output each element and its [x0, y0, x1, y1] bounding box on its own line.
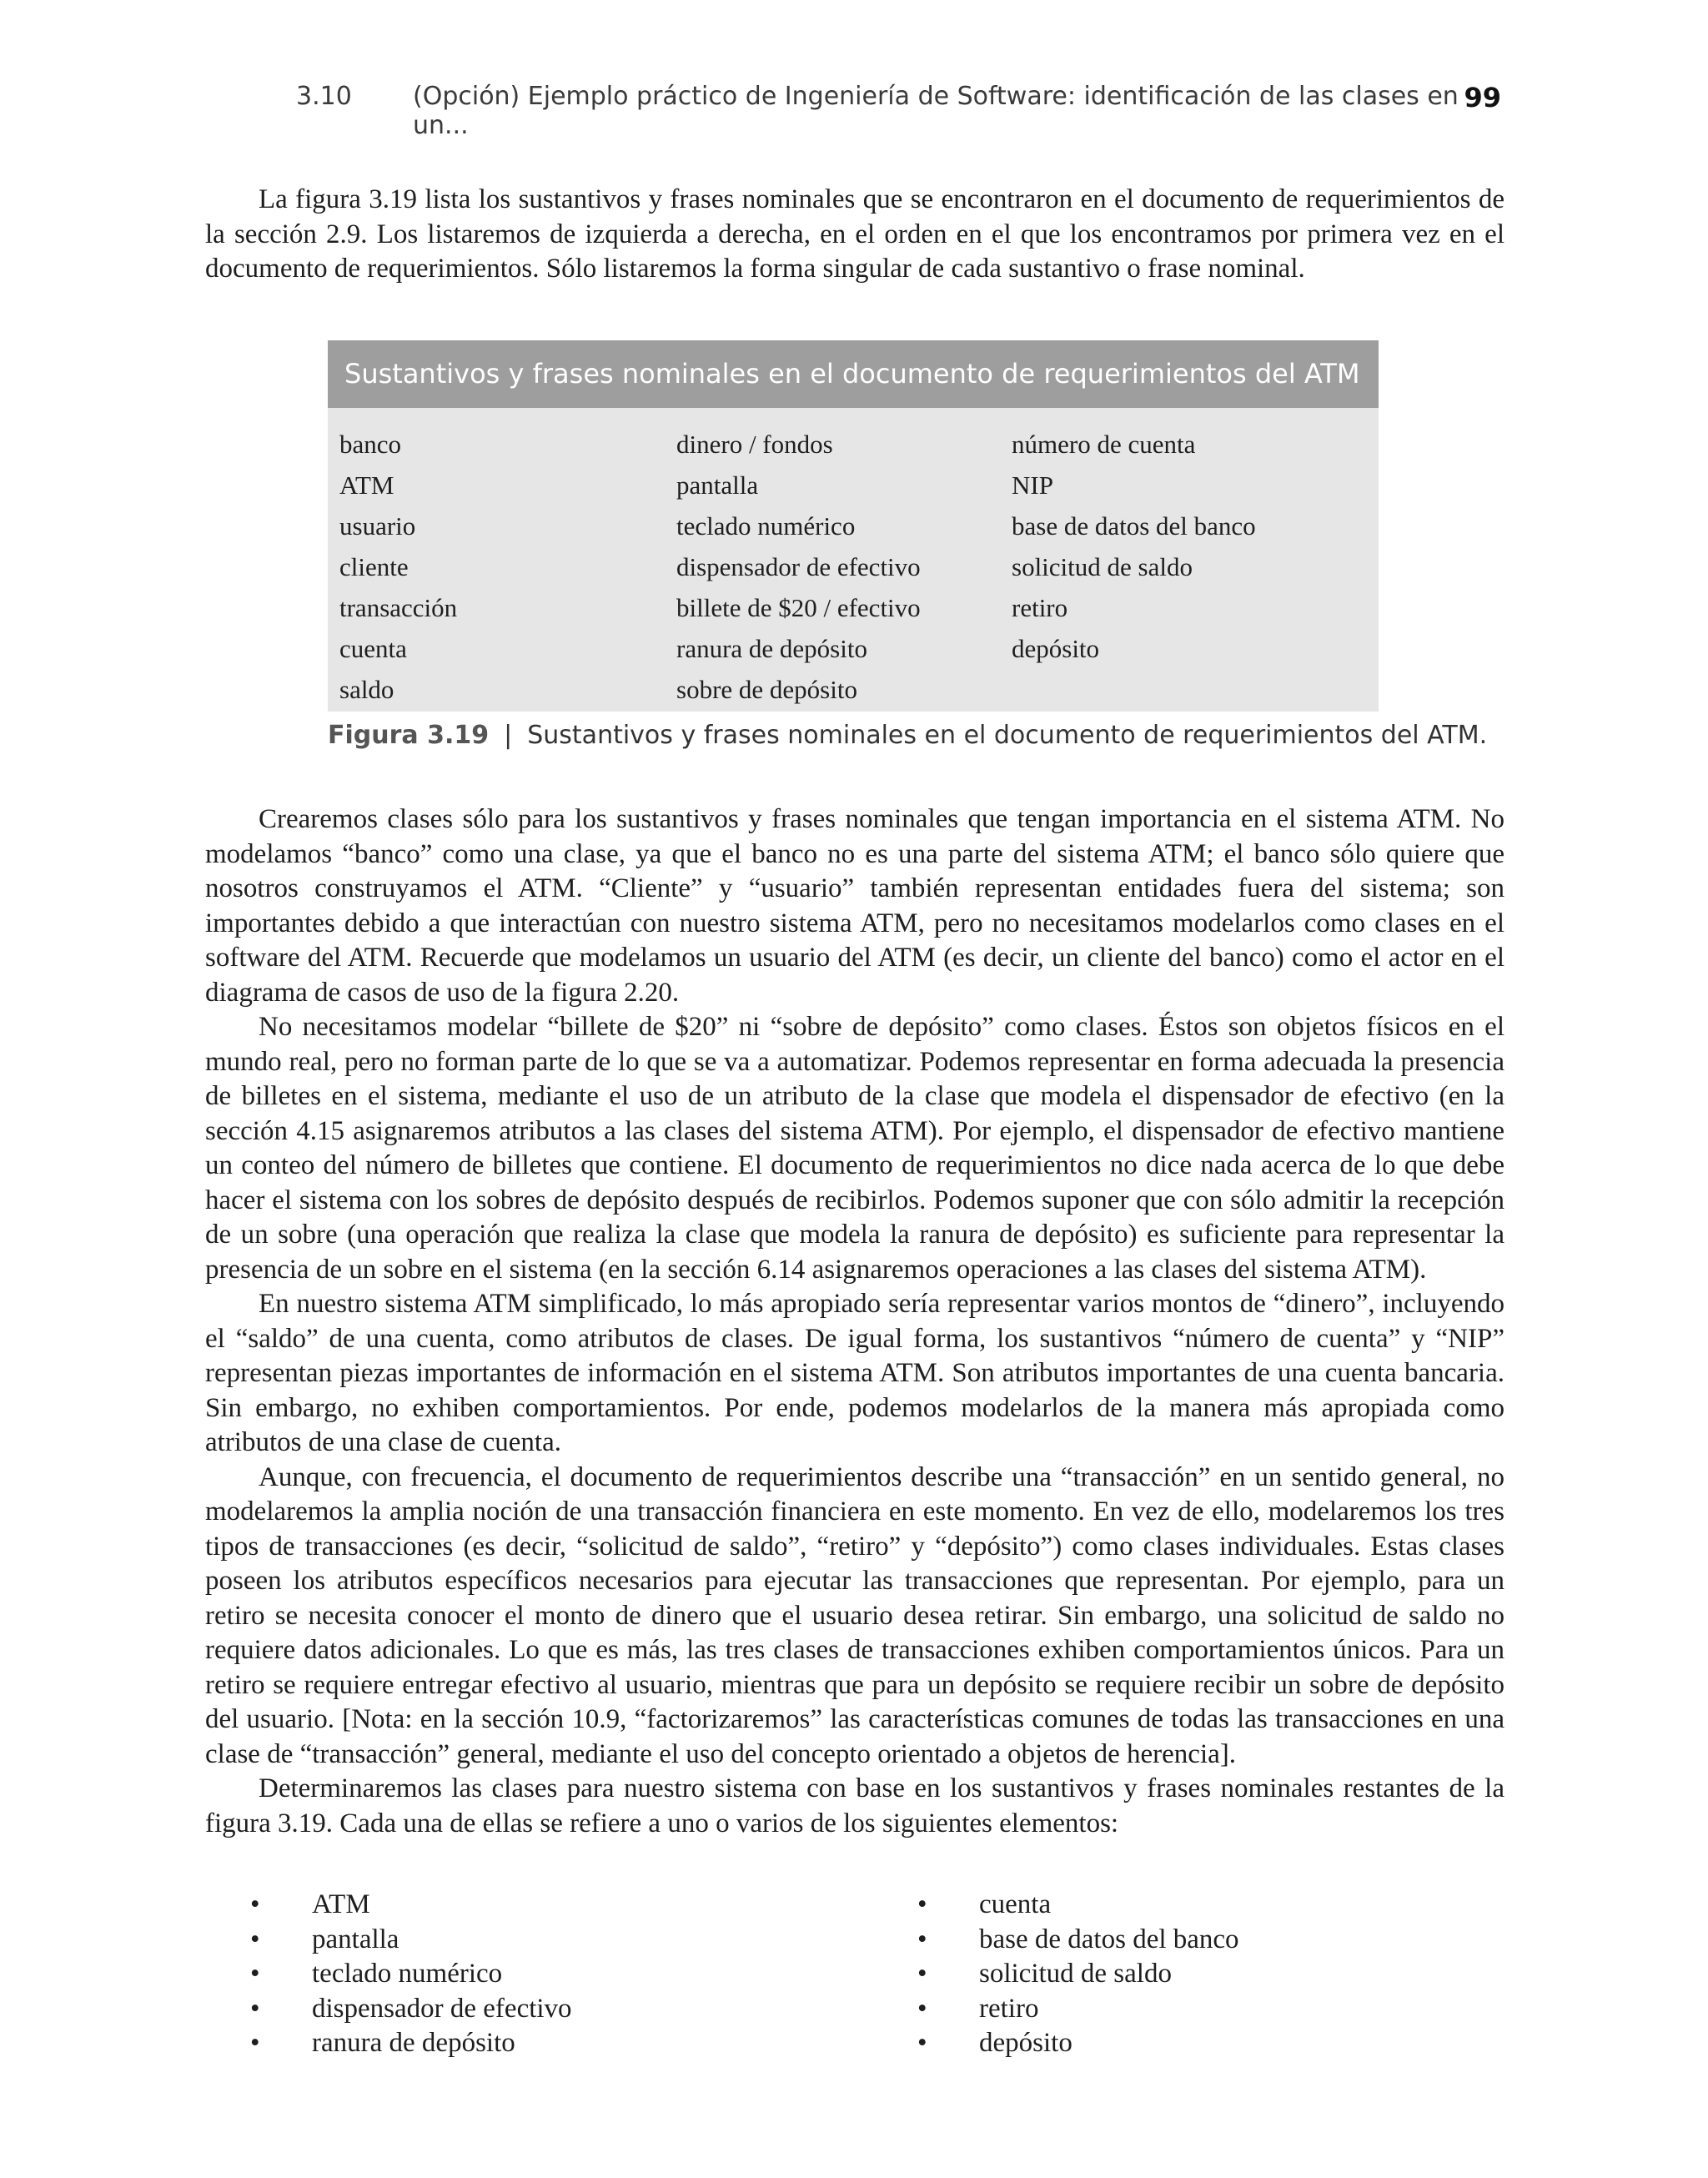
table-cell: sobre de depósito [676, 675, 857, 704]
table-cell: transacción [339, 593, 458, 622]
bullet: • [917, 1889, 927, 1919]
list-item: • base de datos del banco [917, 1923, 1239, 1958]
body-paragraph: Crearemos clases sólo para los sustantivos y frases nominales que tengan importancia en el sistema ATM. No modelamos “banco” como una clase, ya que el banco no es una parte del sistema ATM; el banco sólo quiere que nosotros construyamos el ATM. “Cliente” y “usuario” también representan entidades fuera del sistema; son importantes debido a que interactúan con nuestro sistema ATM, pero no necesitamos modelarlos como clases en el software del ATM. Recuerde que modelamos un usuario del ATM (es decir, un cliente del banco) como el actor en el diagrama de casos de uso de la figura 2.20. [205, 804, 1505, 1008]
list-item: • teclado numérico [250, 1957, 572, 1992]
bullet: • [917, 1959, 927, 1989]
list-item: • cuenta [917, 1888, 1239, 1923]
list-item: • depósito [917, 2026, 1239, 2061]
table-cell: saldo [339, 675, 394, 704]
table-cell: cliente [339, 552, 409, 581]
table-cell: base de datos del banco [1012, 511, 1256, 541]
table-cell: banco [339, 430, 402, 459]
table-column-1 [339, 424, 457, 710]
table-cell: NIP [1012, 470, 1053, 500]
list-item: • pantalla [250, 1923, 572, 1958]
body-paragraph: En nuestro sistema ATM simplificado, lo más apropiado sería representar varios montos de “dinero”, incluyendo el “saldo” de una cuenta, como atributos de clases. De igual forma, los sustantivos “número de cuenta” y “NIP” representan piezas importantes de información en el sistema ATM. Son atributos importantes de una cuenta bancaria. Sin embargo, no exhiben comportamientos. Por ende, podemos modelarlos de la manera más apropiada como atributos de una clase de cuenta. [205, 1289, 1505, 1457]
bullet: • [250, 1889, 260, 1919]
table-cell: retiro [1012, 593, 1068, 622]
running-header [296, 82, 1505, 140]
bullet: • [917, 1993, 927, 2024]
bullet: • [917, 1924, 927, 1954]
body-text [205, 802, 1505, 1841]
class-list-right [917, 1888, 1239, 2061]
figure-caption-text: Sustantivos y frases nominales en el documento de requerimientos del ATM. [527, 721, 1488, 750]
bullet: • [250, 1993, 260, 2024]
list-item: • solicitud de saldo [917, 1957, 1239, 1992]
bullet: • [250, 1924, 260, 1954]
table-cell: ATM [339, 470, 394, 500]
page-number: 99 [1464, 82, 1501, 113]
list-item: • retiro [917, 1992, 1239, 2027]
bullet: • [250, 1959, 260, 1989]
figure-caption [328, 721, 1487, 762]
table-cell: solicitud de saldo [1012, 552, 1193, 581]
table-cell: cuenta [339, 634, 407, 663]
table-cell: billete de $20 / efectivo [676, 593, 921, 622]
table-cell: depósito [1012, 634, 1100, 663]
caption-separator: | [504, 721, 513, 750]
bullet: • [250, 2028, 260, 2058]
table-cell: ranura de depósito [676, 634, 867, 663]
figure-table-title: Sustantivos y frases nominales en el documento de requerimientos del ATM [328, 340, 1379, 408]
table-cell: dinero / fondos [676, 430, 833, 459]
figure-table [328, 340, 1379, 712]
table-column-3 [1012, 424, 1256, 669]
header-section-number: 3.10 [296, 82, 352, 111]
table-cell: teclado numérico [676, 511, 856, 541]
table-cell: dispensador de efectivo [676, 552, 921, 581]
list-item: • ATM [250, 1888, 572, 1923]
intro-paragraph: La figura 3.19 lista los sustantivos y frases nominales que se encontraron en el documento de requerimientos de la sección 2.9. Los listaremos de izquierda a derecha, en el orden en el que los encontramos por primera vez en el documento de requerimientos. Sólo listaremos la forma singular de cada sustantivo o frase nominal. [205, 184, 1505, 284]
table-cell: número de cuenta [1012, 430, 1196, 459]
figure-caption-label: Figura 3.19 [328, 721, 490, 750]
body-paragraph: Determinaremos las clases para nuestro sistema con base en los sustantivos y frases nominales restantes de la figura 3.19. Cada una de ellas se refiere a uno o varios de los siguientes elementos: [205, 1773, 1505, 1838]
table-cell: usuario [339, 511, 416, 541]
body-paragraph: No necesitamos modelar “billete de $20” ni “sobre de depósito” como clases. Éstos son objetos físicos en el mundo real, pero no forman parte de lo que se va a automatizar. Podemos representar en forma adecuada la presencia de billetes en el sistema, mediante el uso de un atributo de la clase que modela el dispensador de efectivo (en la sección 4.15 asignaremos atributos a las clases del sistema ATM). Por ejemplo, el dispensador de efectivo mantiene un conteo del número de billetes que contiene. El documento de requerimientos no dice nada acerca de lo que debe hacer el sistema con los sobres de depósito después de recibirlos. Podemos suponer que con sólo admitir la recepción de un sobre (una operación que realiza la clase que modela la ranura de depósito) es suficiente para representar la presencia de un sobre en el sistema (en la sección 6.14 asignaremos operaciones a las clases del sistema ATM). [205, 1012, 1505, 1285]
list-item: • dispensador de efectivo [250, 1992, 572, 2027]
bullet: • [917, 2028, 927, 2058]
header-title: (Opción) Ejemplo práctico de Ingeniería de Software: identificación de las clases en un... [413, 82, 1459, 140]
body-paragraph: Aunque, con frecuencia, el documento de requerimientos describe una “transacción” en un sentido general, no modelaremos la amplia noción de una transacción financiera en este momento. En vez de ello, modelaremos los tres tipos de transacciones (es decir, “solicitud de saldo”, “retiro” y “depósito”) como clases individuales. Estas clases poseen los atributos específicos necesarios para ejecutar las transacciones que representan. Por ejemplo, para un retiro se necesita conocer el monto de dinero que el usuario desea retirar. Sin embargo, una solicitud de saldo no requiere datos adicionales. Lo que es más, las tres clases de transacciones exhiben comportamientos únicos. Para un retiro se requiere entregar efectivo al usuario, mientras que para un depósito se requiere recibir un sobre de depósito del usuario. [Nota: en la sección 10.9, “factorizaremos” las características comunes de todas las transacciones en una clase de “transacción” general, mediante el uso del concepto orientado a objetos de herencia]. [205, 1461, 1505, 1769]
table-cell: pantalla [676, 470, 759, 500]
table-column-2 [676, 424, 921, 710]
list-item: • ranura de depósito [250, 2026, 572, 2061]
class-list-left [250, 1888, 572, 2061]
